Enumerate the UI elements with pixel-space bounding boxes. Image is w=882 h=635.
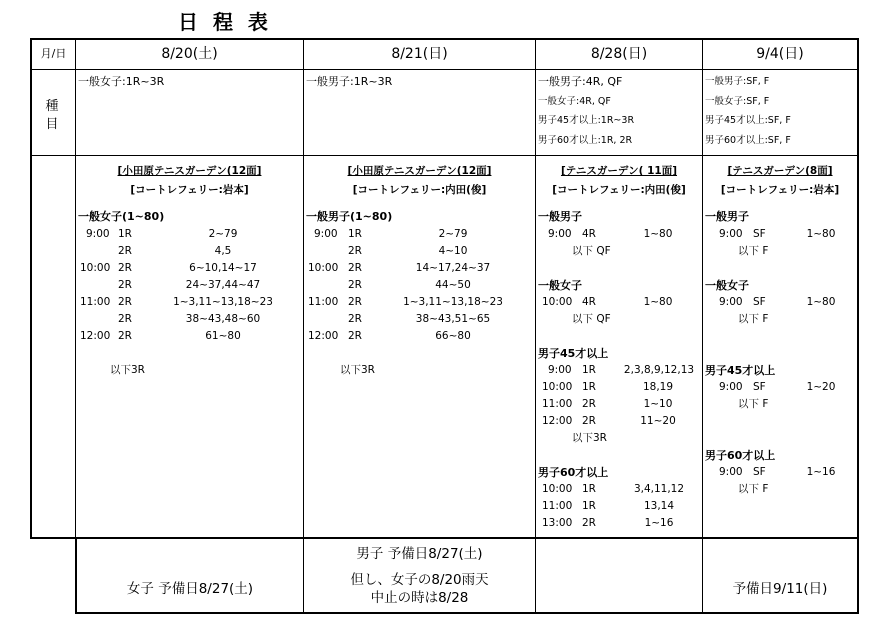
schedule-row: 11:00 2R 1~3,11~13,18~23 — [308, 296, 503, 308]
round-note: 以下 QF — [572, 313, 611, 325]
date-header-1: 8/20(土) — [161, 46, 218, 62]
event-line: 一般男子:SF, F — [705, 76, 770, 87]
venue-label: [テニスガーデン(8面] — [727, 165, 833, 177]
date-header-4: 9/4(日) — [756, 46, 804, 62]
category-heading: 一般男子 — [538, 210, 582, 223]
schedule-row: 9:00 1R 2,3,8,9,12,13 — [548, 364, 695, 376]
reserve-day-men: 男子 予備日8/27(土) — [356, 546, 483, 562]
category-heading: 男子60才以上 — [538, 466, 609, 479]
event-line: 一般女子:1R~3R — [78, 75, 165, 88]
category-heading: 一般男子 — [705, 210, 749, 223]
venue-label: [テニスガーデン( 11面] — [560, 165, 678, 177]
schedule-row: 2R 24~37,44~47 — [118, 279, 261, 291]
schedule-row: 12:00 2R 61~80 — [80, 330, 241, 342]
schedule-row: 2R 38~43,51~65 — [348, 313, 491, 325]
category-heading: 一般女子(1~80) — [78, 210, 165, 223]
event-line: 一般女子:4R, QF — [538, 96, 611, 107]
schedule-row: 2R 38~43,48~60 — [118, 313, 261, 325]
round-note: 以下 F — [738, 483, 769, 495]
event-line: 一般男子:4R, QF — [538, 75, 623, 88]
round-note: 以下 QF — [572, 245, 611, 257]
schedule-row: 11:00 1R 13,14 — [542, 500, 675, 512]
schedule-row: 9:00 SF 1~80 — [719, 228, 836, 240]
round-note: 以下3R — [110, 364, 145, 376]
schedule-row: 2R 44~50 — [348, 279, 471, 291]
schedule-row: 10:00 1R 3,4,11,12 — [542, 483, 685, 495]
round-note: 以下 F — [738, 398, 769, 410]
rain-note-line2: 中止の時は8/28 — [370, 590, 469, 606]
events-label: 種 目 — [45, 99, 59, 132]
venue-label: [小田原テニスガーデン(12面] — [117, 165, 262, 177]
round-note: 以下3R — [340, 364, 375, 376]
schedule-row: 9:00 1R 2~79 — [86, 228, 238, 240]
schedule-row: 2R 4~10 — [348, 245, 468, 257]
reserve-day-final: 予備日9/11(日) — [732, 581, 828, 597]
referee-label: [コートレフェリー:岩本] — [720, 184, 840, 196]
page-title: 日 程 表 — [178, 10, 272, 34]
round-note: 以下 F — [738, 245, 769, 257]
round-note: 以下3R — [572, 432, 607, 444]
rain-note-line1: 但し、女子の8/20雨天 — [350, 572, 489, 588]
event-line: 男子45才以上:1R~3R — [538, 115, 635, 126]
schedule-row: 11:00 2R 1~3,11~13,18~23 — [80, 296, 273, 308]
schedule-row: 9:00 4R 1~80 — [548, 228, 673, 240]
referee-label: [コートレフェリー:内田(俊] — [352, 184, 487, 196]
category-heading: 男子60才以上 — [705, 449, 776, 462]
round-note: 以下 F — [738, 313, 769, 325]
category-heading: 一般女子 — [705, 279, 749, 292]
event-line: 一般男子:1R~3R — [306, 75, 393, 88]
date-header-2: 8/21(日) — [391, 46, 448, 62]
referee-label: [コートレフェリー:岩本] — [130, 184, 249, 196]
event-line: 男子60才以上:1R, 2R — [538, 135, 633, 146]
schedule-row: 9:00 SF 1~16 — [719, 466, 836, 478]
category-heading: 一般女子 — [538, 279, 582, 292]
schedule-row: 2R 4,5 — [118, 245, 232, 257]
schedule-row: 13:00 2R 1~16 — [542, 517, 674, 529]
event-line: 男子45才以上:SF, F — [705, 115, 791, 126]
category-heading: 一般男子(1~80) — [306, 210, 393, 223]
schedule-row: 9:00 1R 2~79 — [314, 228, 468, 240]
corner-header: 月/日 — [40, 47, 67, 60]
schedule-row: 10:00 1R 18,19 — [542, 381, 674, 393]
date-header-3: 8/28(日) — [590, 46, 648, 62]
schedule-row: 12:00 2R 11~20 — [542, 415, 676, 427]
schedule-row: 11:00 2R 1~10 — [542, 398, 673, 410]
category-heading: 男子45才以上 — [705, 364, 776, 377]
schedule-row: 10:00 4R 1~80 — [542, 296, 673, 308]
event-line: 一般女子:SF, F — [705, 96, 770, 107]
reserve-day-women: 女子 予備日8/27(土) — [126, 581, 254, 597]
category-heading: 男子45才以上 — [538, 347, 609, 360]
schedule-row: 10:00 2R 6~10,14~17 — [80, 262, 257, 274]
schedule-row: 12:00 2R 66~80 — [308, 330, 471, 342]
venue-label: [小田原テニスガーデン(12面] — [347, 165, 492, 177]
event-line: 男子60才以上:SF, F — [705, 135, 791, 146]
schedule-row: 9:00 SF 1~20 — [719, 381, 836, 393]
schedule-row: 9:00 SF 1~80 — [719, 296, 836, 308]
schedule-row: 10:00 2R 14~17,24~37 — [308, 262, 491, 274]
referee-label: [コートレフェリー:内田(俊] — [552, 184, 686, 196]
